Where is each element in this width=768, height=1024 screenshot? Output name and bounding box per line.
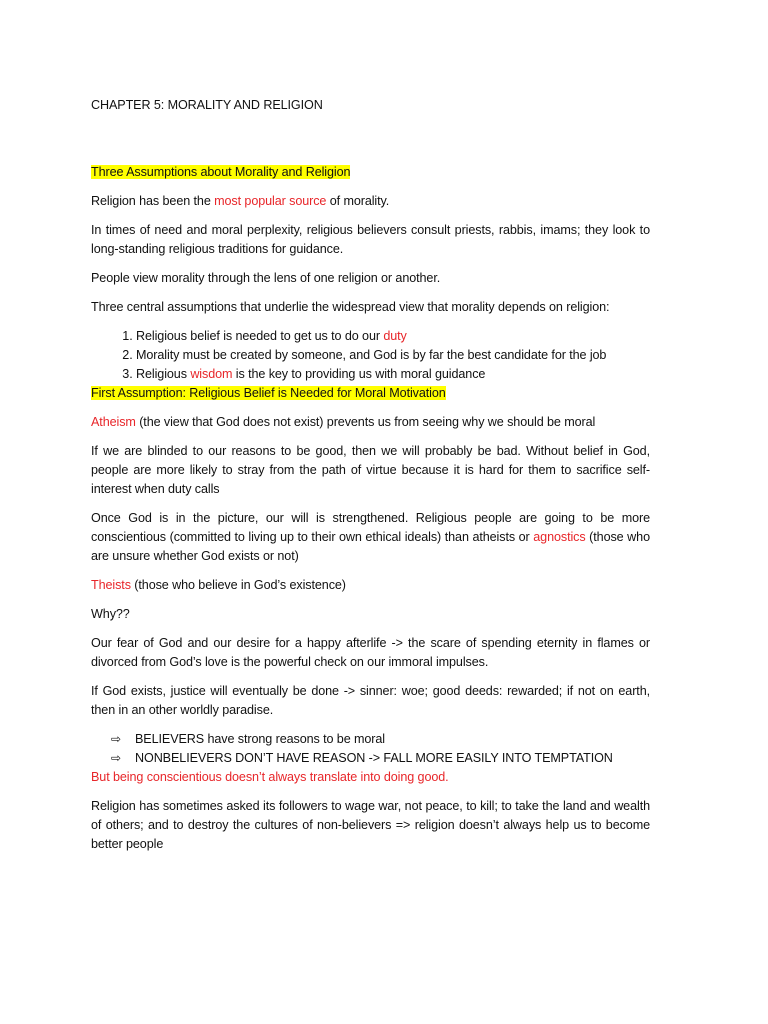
section-heading-first-assumption <box>91 384 650 403</box>
paragraph-justice: If God exists, justice will eventually be done -> sinner: woe; good deeds: rewarded; if not on earth, then in an other worldly paradise. <box>91 684 650 717</box>
text-fragment: is the key to providing us with moral guidance <box>232 367 486 381</box>
paragraph-god-in-picture <box>91 509 650 566</box>
list-item <box>111 749 650 768</box>
list-item <box>136 346 650 365</box>
paragraph-fear-of-god: Our fear of God and our desire for a happy afterlife -> the scare of spending eternity in flames or divorced from God’s love is the powerful check on our immoral impulses. <box>91 636 650 669</box>
list-item <box>111 730 650 749</box>
term-theists: Theists <box>91 578 131 592</box>
text-fragment: BELIEVERS have strong reasons to be moral <box>135 732 386 746</box>
text-fragment: (the view that God does not exist) prevents us from seeing why we should be moral <box>135 415 596 429</box>
text-fragment: NONBELIEVERS DON’T HAVE REASON -> FALL MORE EASILY INTO TEMPTATION <box>135 751 613 765</box>
heading-highlight: Three Assumptions about Morality and Religion <box>91 165 351 179</box>
paragraph-moral-perplexity: In times of need and moral perplexity, religious believers consult priests, rabbis, imams; they look to long-standing religious traditions for guidance. <box>91 223 650 256</box>
text-fragment: (those who believe in God’s existence) <box>130 578 346 592</box>
section-heading-assumptions <box>91 163 650 182</box>
paragraph-lens: People view morality through the lens of one religion or another. <box>91 271 441 285</box>
text-fragment: of morality. <box>326 194 390 208</box>
paragraph-atheism <box>91 413 650 432</box>
text-fragment: Religion has been the <box>91 194 215 208</box>
term-agnostics: agnostics <box>533 530 586 544</box>
text-fragment: Religious belief is needed to get us to do our <box>136 329 384 343</box>
term-duty: duty <box>383 329 407 343</box>
paragraph-theists <box>91 576 650 595</box>
text-fragment: Once God is in the picture, our will is strengthened. Religious people are going to be more conscientious (committed to living up to their own ethical ideals) than atheists or <box>91 511 650 544</box>
paragraph-conscientious-note: But being conscientious doesn’t always translate into doing good. <box>91 770 449 784</box>
arrow-list <box>91 730 650 768</box>
list-item <box>136 365 650 384</box>
arrow-right-icon: ⇨ <box>111 751 121 765</box>
term-atheism: Atheism <box>91 415 136 429</box>
text-fragment: (those who are unsure whether God exists or not) <box>91 530 650 563</box>
text-fragment: Morality must be created by someone, and God is by far the best candidate for the job <box>136 348 607 362</box>
term-most-popular-source: most popular source <box>214 194 327 208</box>
paragraph-popular-source <box>91 192 650 211</box>
paragraph-religion-war: Religion has sometimes asked its followers to wage war, not peace, to kill; to take the land and wealth of others; and to destroy the cultures of non-believers => religion doesn’t always help us to become better people <box>91 799 650 851</box>
heading-highlight: First Assumption: Religious Belief is Needed for Moral Motivation <box>91 386 446 400</box>
term-wisdom: wisdom <box>190 367 233 381</box>
chapter-title: CHAPTER 5: MORALITY AND RELIGION <box>91 98 323 112</box>
arrow-right-icon: ⇨ <box>111 732 121 746</box>
assumptions-list <box>91 327 650 384</box>
text-fragment: Religious <box>136 367 191 381</box>
paragraph-blinded: If we are blinded to our reasons to be good, then we will probably be bad. Without belief in God, people are more likely to stray from the path of virtue because it is hard for them to sacrifice self- interest when duty calls <box>91 444 650 496</box>
list-item <box>136 327 650 346</box>
paragraph-why: Why?? <box>91 607 130 621</box>
paragraph-three-assumptions: Three central assumptions that underlie the widespread view that morality depends on religion: <box>91 300 610 314</box>
